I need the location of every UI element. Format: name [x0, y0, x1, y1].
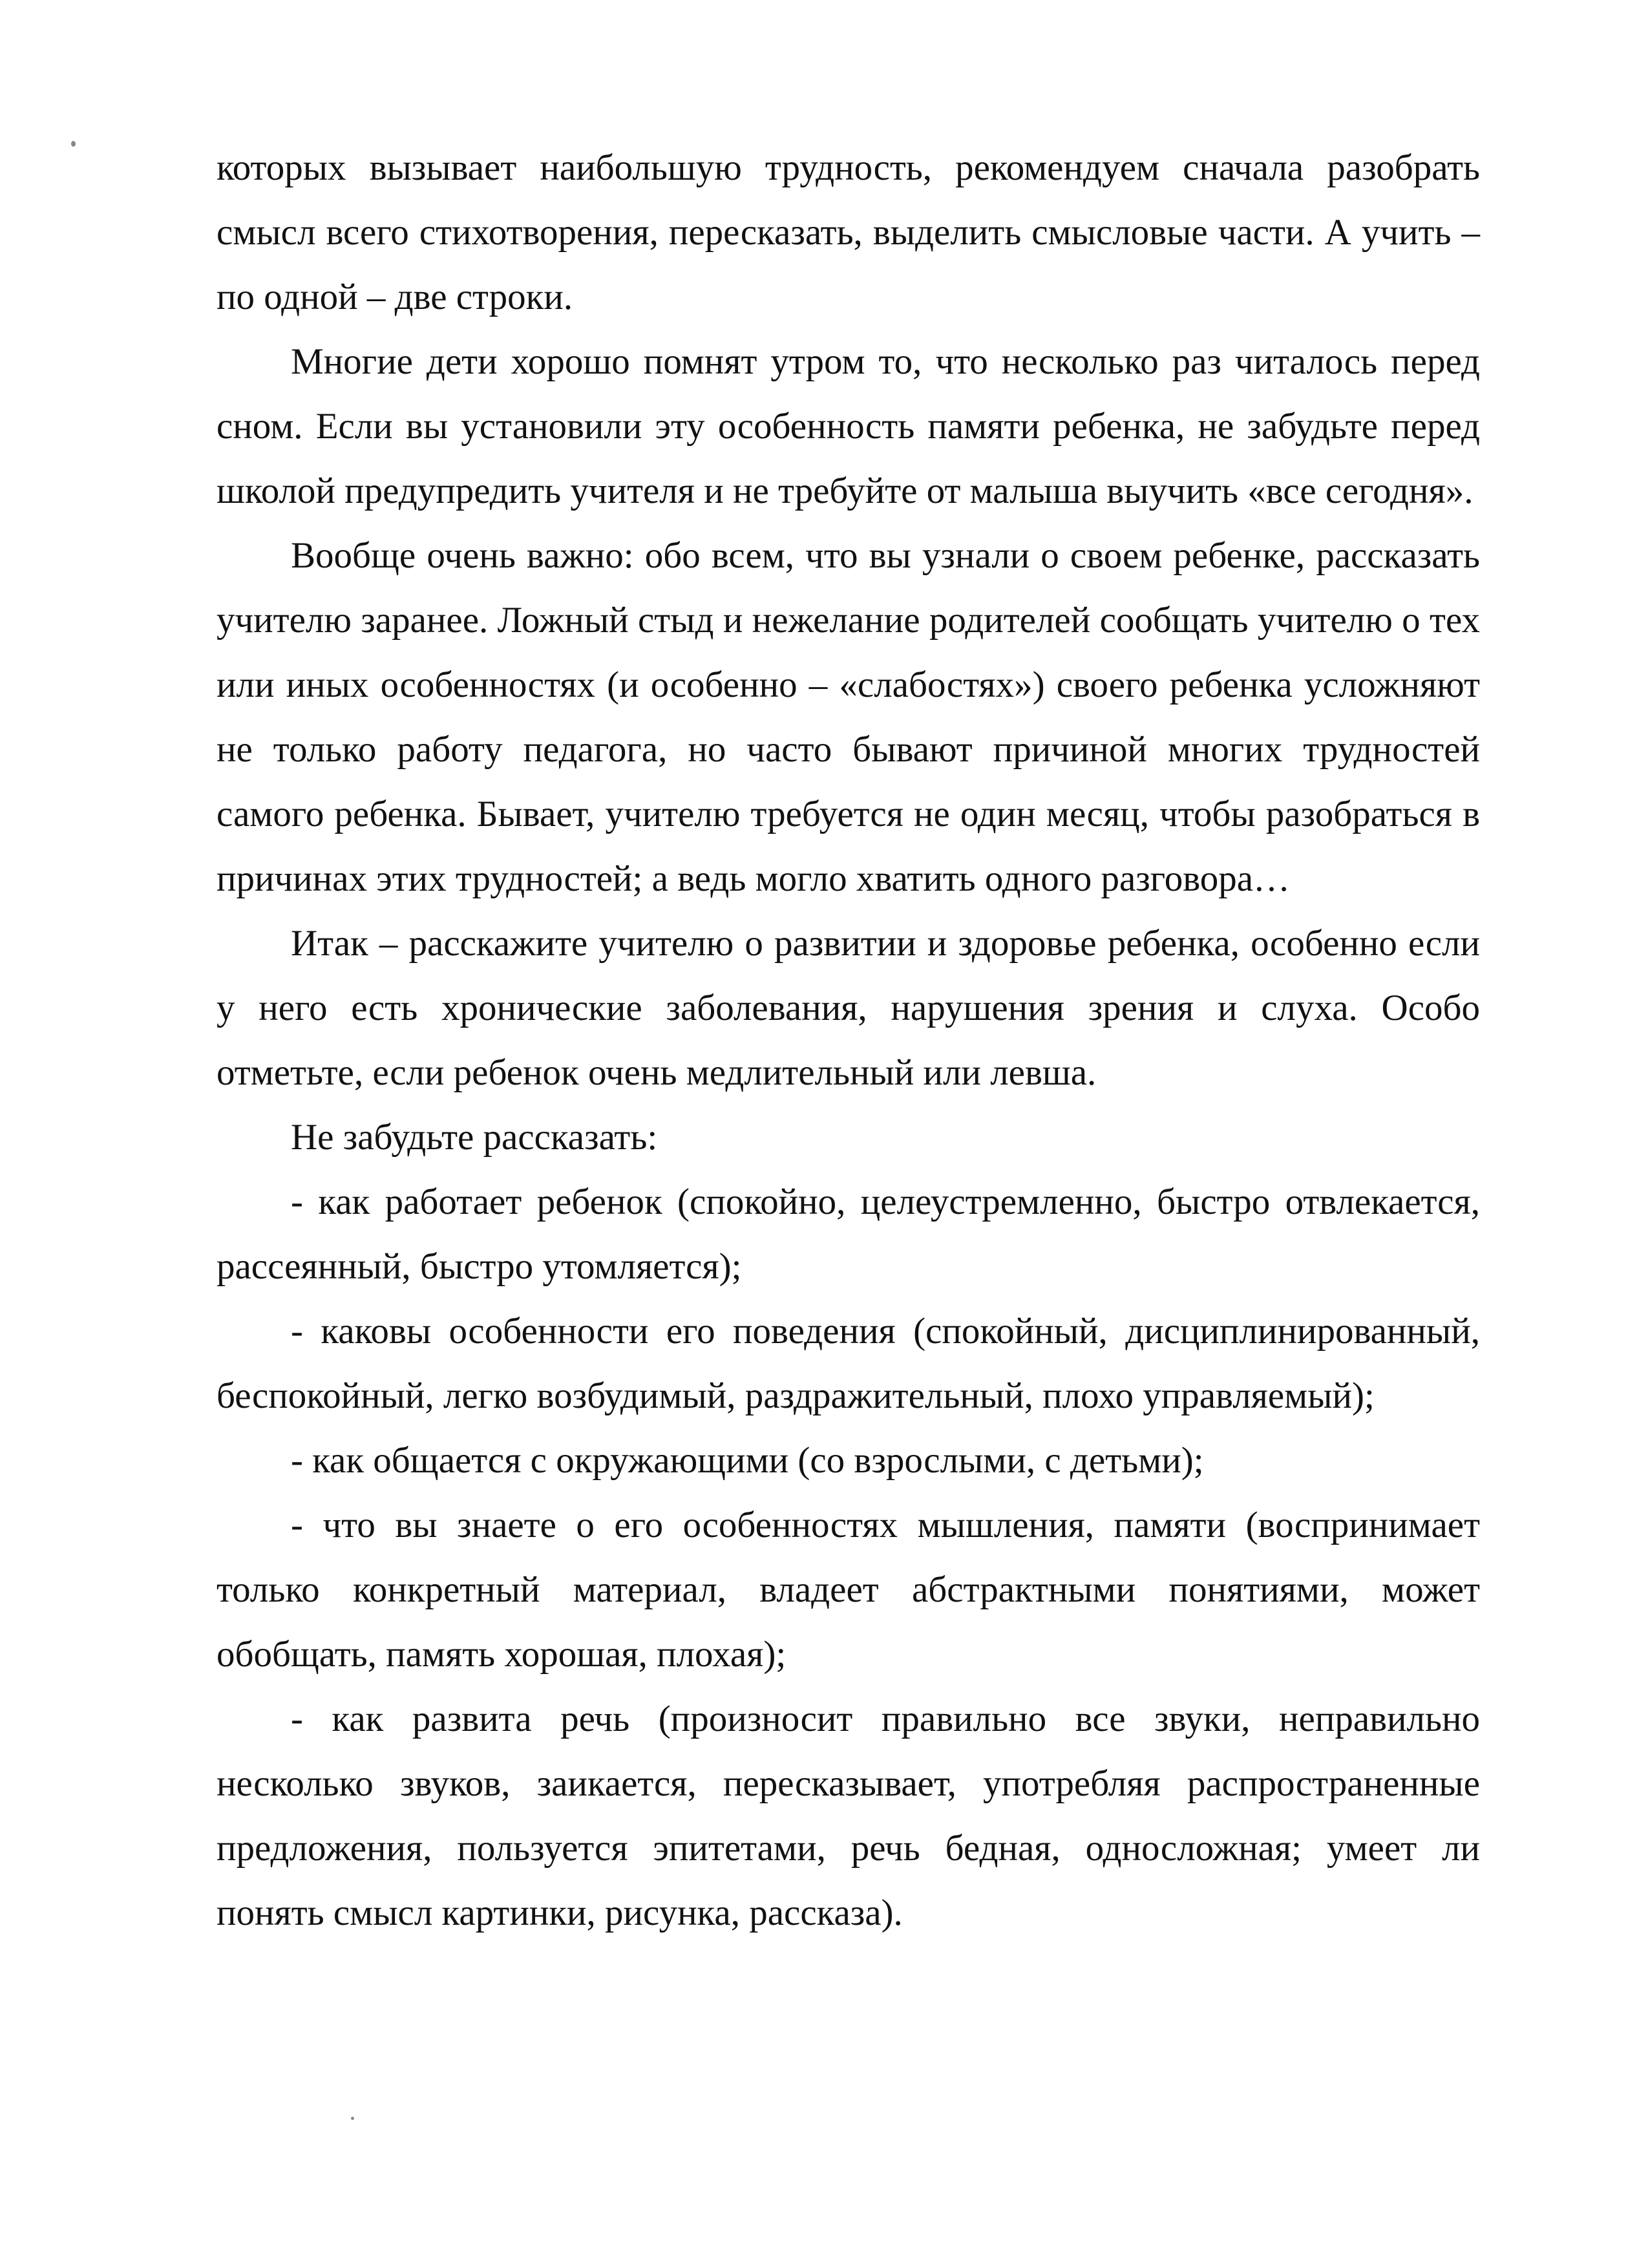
list-item: - что вы знаете о его особенностях мышления, памяти (воспринимает только конкретный материал, владеет абстрактными понятиями, может обобщать, память хорошая, плохая); — [217, 1505, 1480, 1675]
list-item: - как развита речь (произносит правильно все звуки, неправильно несколько звуков, заикается, пересказывает, употребляя распространенные предложения, пользуется эпитетами, речь бедная, односложная; умеет ли понять смысл картинки, рисунка, рассказа). — [217, 1699, 1480, 1933]
list-intro: Не забудьте рассказать: — [291, 1117, 658, 1158]
paragraph: Вообще очень важно: обо всем, что вы узнали о своем ребенке, рассказать учителю заранее. Ложный стыд и нежелание родителей сообщать учителю о тех или иных особенностях (и особенно – «слабостях») своего ребенка усложняют не только работу педагога, но часто бывают причиной многих трудностей самого ребенка. Бывает, учителю требуется не один месяц, чтобы разобраться в причинах этих трудностей; а ведь могло хватить одного разговора… — [217, 535, 1480, 899]
paragraph-continuation: которых вызывает наибольшую трудность, рекомендуем сначала разобрать смысл всего стихотворения, пересказать, выделить смысловые части. А учить – по одной – две строки. — [217, 147, 1480, 317]
paragraph: Итак – расскажите учителю о развитии и здоровье ребенка, особенно если у него есть хронические заболевания, нарушения зрения и слуха. Особо отметьте, если ребенок очень медлительный или левша. — [217, 923, 1480, 1093]
list-item: - как общается с окружающими (со взрослыми, с детьми); — [291, 1440, 1204, 1481]
scan-speck — [351, 2117, 354, 2120]
list-item: - как работает ребенок (спокойно, целеустремленно, быстро отвлекается, рассеянный, быстро утомляется); — [217, 1182, 1480, 1287]
list-item: - каковы особенности его поведения (спокойный, дисциплинированный, беспокойный, легко возбудимый, раздражительный, плохо управляемый); — [217, 1311, 1480, 1416]
scan-speck — [71, 141, 76, 147]
body-text — [217, 136, 1480, 1945]
paragraph: Многие дети хорошо помнят утром то, что несколько раз читалось перед сном. Если вы установили эту особенность памяти ребенка, не забудьте перед школой предупредить учителя и не требуйте от малыша выучить «все сегодня». — [217, 341, 1480, 511]
